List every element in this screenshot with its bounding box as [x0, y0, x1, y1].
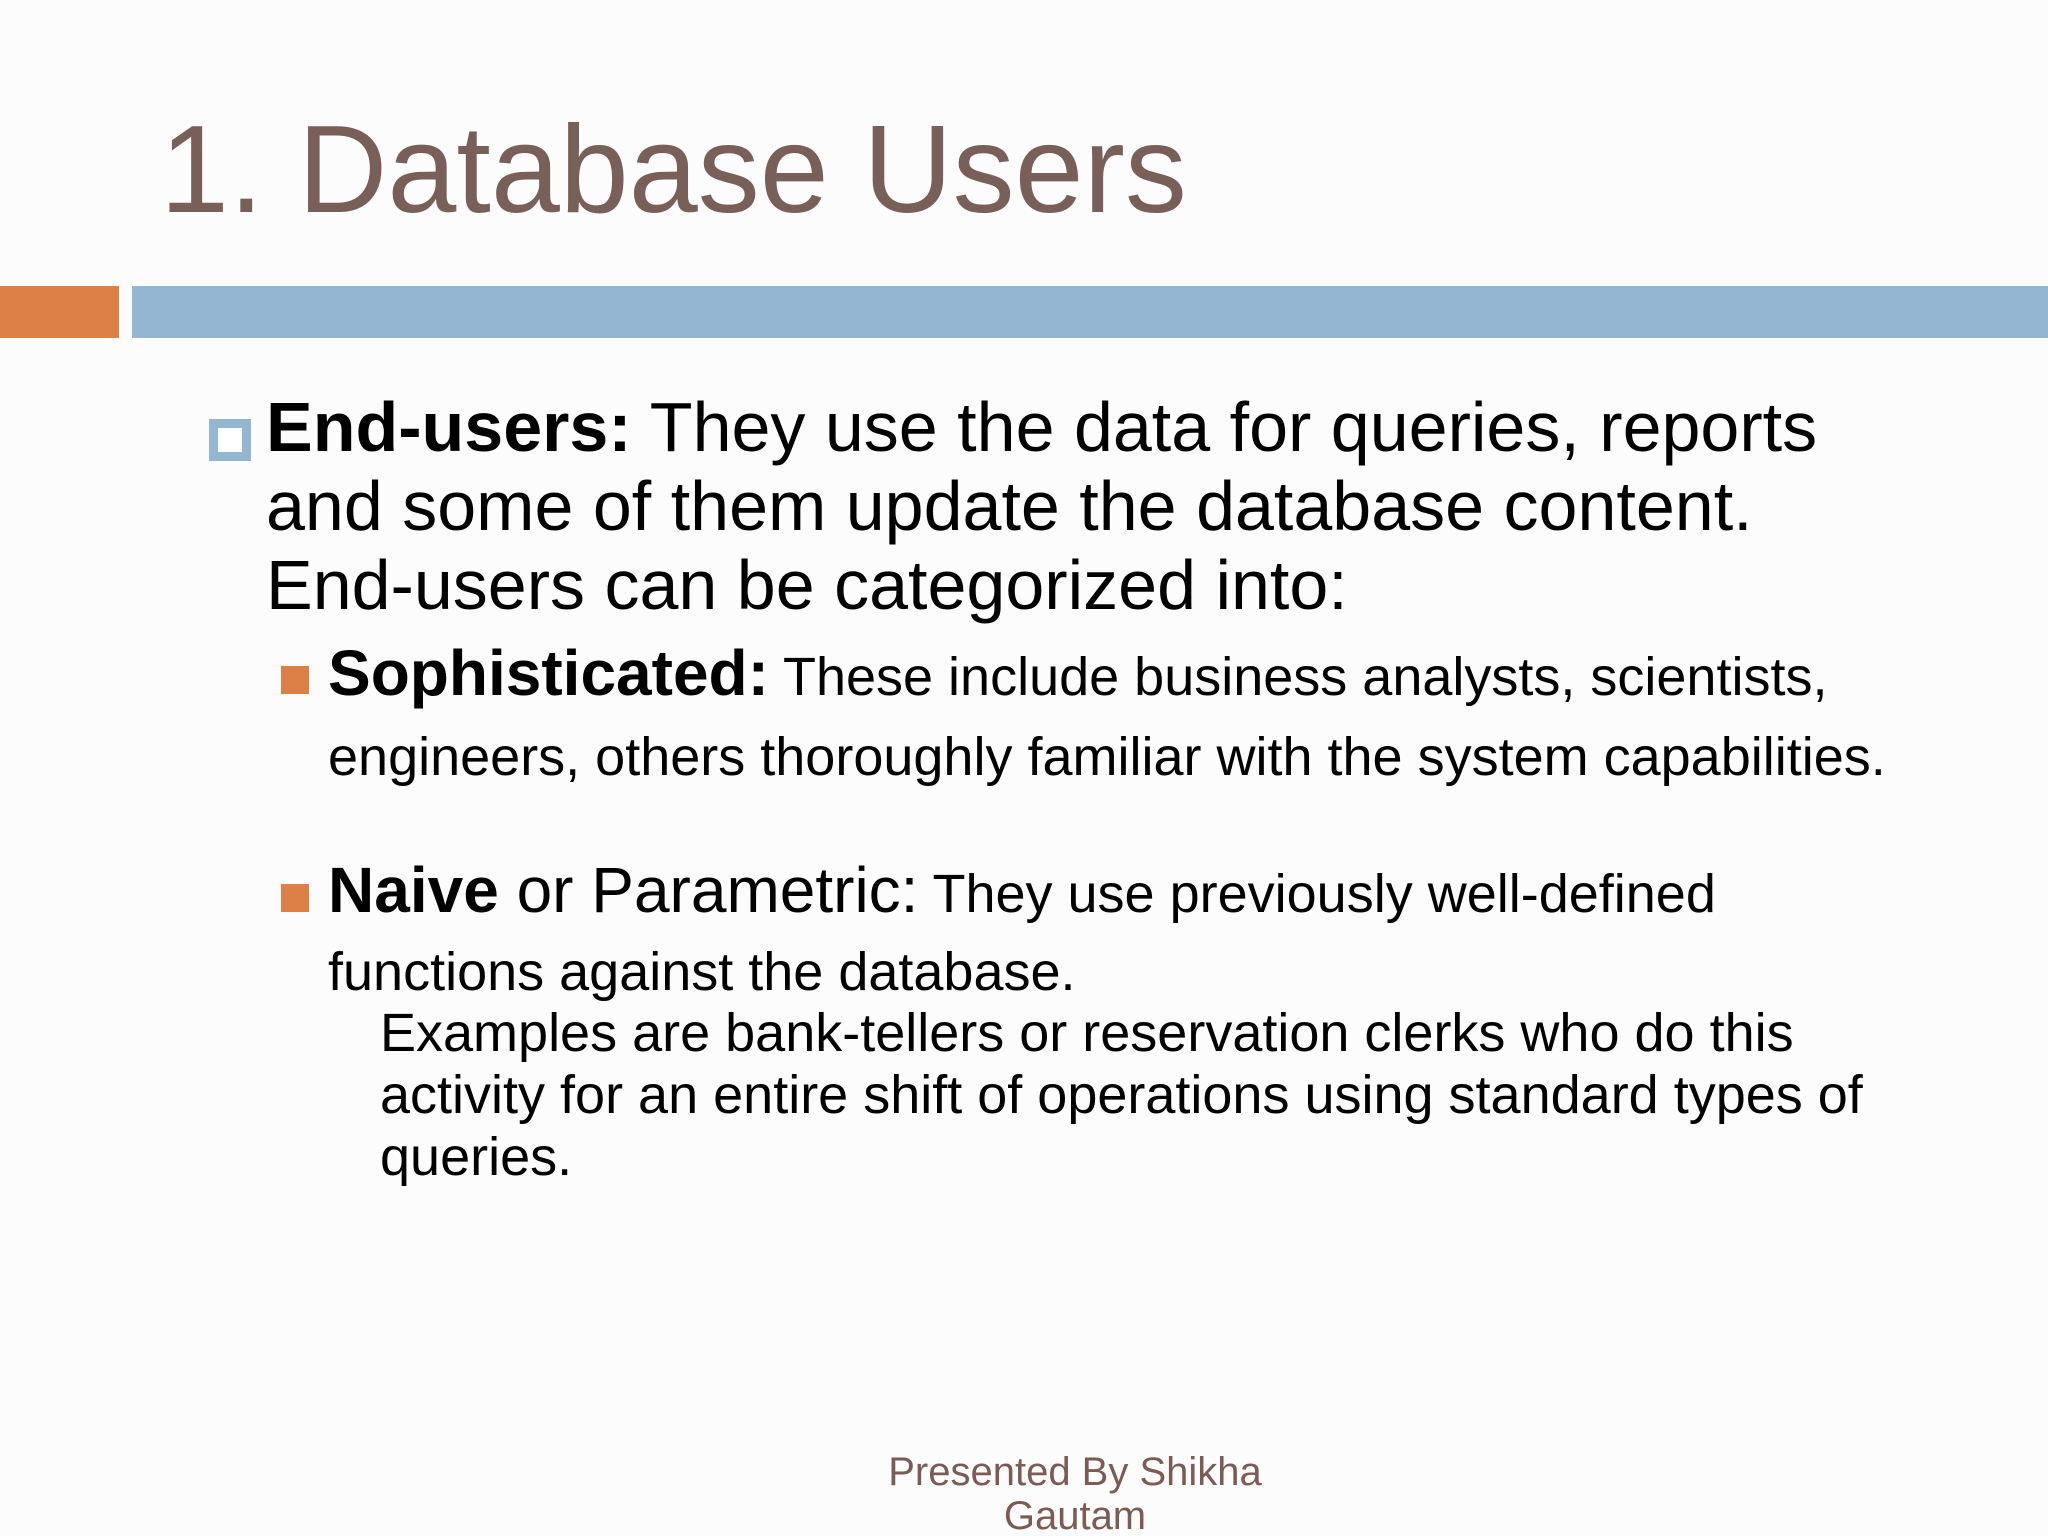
sophisticated-text: These include business analysts, scientists, engineers, others thoroughly familiar with the system capabilities.: [328, 647, 1886, 787]
end-users-text: They use the data for queries, reports and some of them update the database content. End-users can be categorized into:: [266, 388, 1818, 624]
bullet-naive: [328, 854, 1928, 1018]
sophisticated-lead: Sophisticated:: [328, 637, 769, 709]
naive-lead-rest: or Parametric:: [498, 854, 919, 926]
square-bullet-icon: [281, 884, 309, 912]
examples-paragraph: Examples are bank-tellers or reservation clerks who do this activity for an entire shift of operations using standard types of queries.: [380, 1003, 1863, 1187]
square-outline-bullet-icon: [209, 419, 251, 461]
slide-title: 1. Database Users: [160, 101, 1187, 239]
presenter-footer: Presented By Shikha Gautam: [888, 1450, 1262, 1536]
square-bullet-icon: [281, 666, 309, 694]
bullet-sophisticated: [328, 637, 1928, 804]
naive-text: They use previously well-defined functions against the database.: [328, 864, 1716, 1002]
bullet-end-users: [266, 388, 1906, 625]
end-users-lead: End-users:: [266, 388, 632, 466]
naive-lead: Naive: [328, 854, 499, 926]
